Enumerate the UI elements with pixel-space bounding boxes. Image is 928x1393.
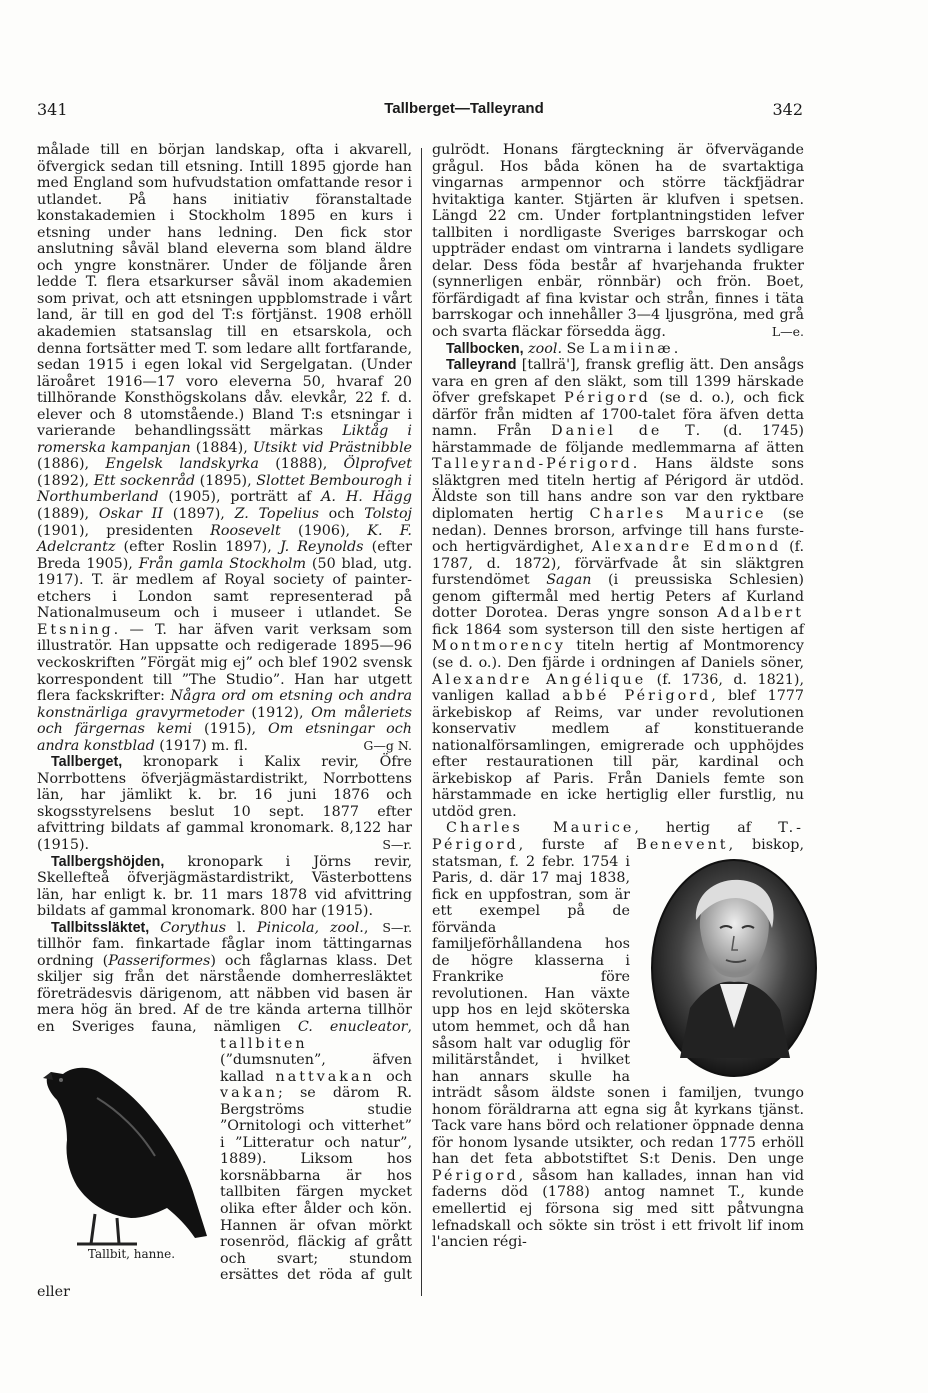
- work-title: Ölprofvet: [343, 456, 412, 473]
- work-title: Utsikt vid Prästnibble: [252, 439, 412, 456]
- work-date: (1906),: [280, 522, 368, 539]
- headword: Tallbocken,: [446, 340, 524, 357]
- entry-tallbit-continued: gulrödt. Honans färgteckning är öfvervägande grågul. Hos båda könen ha de svartaktiga vingarnas armpennor och större täckfjädrar hvitaktiga kanter. Stjärten är klufven i spetsen. Längd 22 cm. Under fortplantningstiden lefver tallbiten i nordligaste Sveriges barrskogar och uppträder endast om vintrarna i landets sydligare delar. Dess föda består af hvarjehanda frukter (synnerligen enbär, rönnbär) och frön. Boet, förfärdigadt af fina kvistar och strån, finnes i täta barrskogar och innehåller 3—4 ljusgröna, med grå och svarta fläckar försedda ägg. L—e.: [432, 142, 804, 341]
- headword: Tallberget,: [51, 754, 123, 771]
- ref-perigord[interactable]: Périgord: [564, 390, 651, 407]
- work-title: Ett sockenråd: [93, 472, 195, 489]
- work-date: (1912),: [243, 704, 312, 721]
- headword: Talleyrand: [446, 357, 517, 374]
- work-date: (efter Roslin 1897),: [115, 539, 280, 556]
- portrait-illustration: [636, 858, 804, 1078]
- left-column: [37, 142, 412, 1300]
- work-date: (1917) m. fl.: [154, 737, 249, 754]
- signature: S—r.: [382, 836, 412, 852]
- ref-etsning[interactable]: Etsning: [37, 621, 114, 638]
- portrait-icon: [650, 858, 818, 1078]
- work-date: (1888),: [258, 456, 344, 473]
- work-date: (1915),: [192, 721, 268, 738]
- ref-lamiinae[interactable]: Lamiinæ: [589, 340, 674, 357]
- work-title: Liktåg i romerska kampanjan: [37, 423, 412, 456]
- work-title: Om etsningar och andra konstblad: [37, 721, 412, 754]
- work-title: Slottet Bembourogh i Northumberland: [37, 472, 412, 506]
- page-number-left: 341: [37, 100, 68, 119]
- page-header: [0, 100, 928, 124]
- work-title: J. Reynolds: [279, 539, 364, 556]
- entry-talleyrand: Talleyrand [tallrä'], fransk greflig ätt. Den ansågs vara en gren af den släkt, som till 1399 härskade öfver grefskapet Périgord (se d. o.), och fick därför från midten af 1700-talet föra äfven detta namn. Från Daniel de T. (d. 1745) härstammade de följande medlemmarna af ätten Talleyrand-Périgord. Hans äldste sons släktgren med titeln hertig af Périgord är utdöd. Äldste son till hans andre son var den ryktbare diplomaten hertig Charles Maurice (se nedan). Dennes brorson, arfvinge till hans furste- och hertigvärdighet, Alexandre Edmond (f. 1787, d. 1872), förvärfvade åt sin släktgren furstendömet Sagan (i preussiska Schlesien) genom giftermål med hertig Peters af Kurland dotter Dorotea. Deras yngre sonson Adalbert fick 1864 som systerson till den siste hertigen af Montmorency titeln hertig af Montmorency (se d. o.). Den fjärde i ordningen af Daniels söner, Alexandre Angélique (f. 1736, d. 1821), vanligen kallad abbé Périgord, blef 1777 ärkebiskop af Reims, var under revolutionen konservativ medlem af konstituerande nationalförsamlingen, emigrerade och upphöjdes efter restaurationen till pär, kardinal och ärkebiskop af Paris. Från Daniels femte son härstammade en icke hertiglig eller furstlig, nu utdöd gren.: [432, 357, 805, 820]
- signature: G—g N.: [363, 737, 412, 753]
- headword: Tallbitssläktet,: [51, 919, 150, 936]
- work-title: Tolstoj: [364, 506, 412, 523]
- work-date: (1892),: [37, 472, 94, 489]
- entry-tallberg-continued: målade till en början landskap, ofta i akvarell, öfvergick sedan till etsning. Intill 1895 gjorde han med England som hufvudstation omfattande resor i utlandet. På hans initiativ föranstaltade konstakademien i Stockholm 1895 en kurs i etsning under hans ledning. Den fick stor anslutning såväl bland eleverna som bland äldre och yngre konstnärer. Under de följande åren ledde T. flera etsarkurser såväl inom akademien som privat, och att etsningen uppblomstrade i vårt land, är till en god del T:s förtjänst. 1908 erhöll akademien statsanslag till en etsarskola, och denna fortsätter med T. som ledare allt fortfarande, sedan 1915 i egen lokal vid Sergelgatan. (Under läroåret 1916—17 voro eleverna 50, hvaraf 20 tillhörande Konsthögskolans dåv. elevkår, 22 f. d. elever och 8 utomstående.) Bland T:s etsningar i varierande behandlingssätt märkas Liktåg i romerska kampanjan (1884), Utsikt vid Prästnibble (1886), Engelsk landskyrka (1888), Ölprofvet (1892), Ett sockenråd (1895), Slottet Bembourogh i Northumberland (1905), porträtt af A. H. Hägg (1889), Oskar II (1897), Z. Topelius och Tolstoj (1901), presidenten Roosevelt (1906), K. F. Adelcrantz (efter Roslin 1897), J. Reynolds (efter Breda 1905), Från gamla Stockholm (50 blad, utg. 1917). T. är medlem af Royal society of painter-etchers i London samt representerad på Nationalmuseum och i museer i utlandet. Se Etsning. — T. har äfven varit verksam som illustratör. Han uppsatte och redigerade 1895—96 veckoskriften ”Förgät mig ej” och blef 1902 svensk korrespondent till ”The Studio”. Han har utgett flera fackskrifter: Några ord om etsning och andra konstnärliga gravyrmetoder (1912), Om måleriets och färgernas kemi (1915), Om etsningar och andra konstblad (1917) m. fl. G—g N.: [37, 142, 412, 754]
- work-title: Från gamla Stockholm: [138, 555, 307, 572]
- column-divider: [421, 148, 422, 1296]
- headword: Tallbergshöjden,: [51, 853, 165, 870]
- entry-tallbergshojden: Tallbergshöjden, kronopark i Jörns revir, Skellefteå öfverjägmästardistrikt, Västerbottens län, har enligt k. br. 11 mars 1878 vid afvittring bildats af gammal kronomark. 800 har (1915). S—r.: [37, 853, 412, 935]
- work-title: Om måleriets och färgernas kemi: [37, 704, 412, 738]
- work-date: (1889),: [37, 506, 99, 523]
- work-date: (1886),: [37, 456, 106, 473]
- bird-caption: Tallbit, hanne.: [87, 1246, 176, 1261]
- running-title: Tallberget—Talleyrand: [384, 100, 544, 117]
- work-date: (50 blad, utg. 1917). T. är medlem af Royal society of painter-etchers i London samt representerad på Nationalmuseum och i museer i utlandet. Se: [37, 555, 412, 622]
- right-column: [432, 142, 804, 1251]
- work-title: K. F. Adelcrantz: [37, 522, 412, 556]
- work-date: (1905), porträtt af: [158, 489, 322, 506]
- work-date: (1897),: [162, 506, 235, 523]
- bird-illustration: [37, 1038, 212, 1268]
- works-list: [37, 423, 412, 621]
- work-date: (1884),: [190, 439, 253, 456]
- entry-tallbitsslaktet: Tallbitssläktet, Corythus l. Pinicola, zool., tillhör fam. finkartade fåglar inom tättingarnas ordning (Passeriformes) och fåglarnas klass. Det skiljer sig från det närstående domherresläktet företrädesvis därigenom, att näbben vid basen är mera hög än bred. Af de tre kända arterna tillhör en Sveriges fauna, nämligen Tallbit, hanne. C. enucleator, tallbiten (”dumsnuten”, äfven kallad nattvakan och vakan; se därom R. Bergströms studie ”Ornitologi och vitterhet” i ”Litteratur och natur”, 1889). Liksom hos korsnäbbarna är hos tallbiten färgen mycket olika efter ålder och kön. Hannen är ofvan mörkt rosenröd, fläckig af grått och svart; stundom ersättes det röda af gult eller: [37, 919, 412, 1300]
- work-date: (1895),: [195, 472, 257, 489]
- work-title: Oskar II: [98, 506, 163, 523]
- work-date: (1901), presidenten: [37, 522, 211, 539]
- entry-charles-maurice: Charles Maurice, hertig af T.-Périgord, furste af Benevent , biskop, statsman, f. 2 febr. 1754 i Paris, d. där 17 maj 1838, fick en uppfostran, som är ett exempel på de förvända familjeförhållandena hos de högre klasserna i Frankrike före revolutionen. Han växte upp hos en lejd sköterska utom hemmet, och då han såsom halt var oduglig för militärståndet, i hvilket han annars skulle ha inträdt såsom äldste sonen i familjen, tvungo honom föräldrarna att egna sig åt kyrkans tjänst. Tack vare hans börd och relationer öppnade denna för honom lysande utsikter, och redan 1775 erhöll han det feta abbotstiftet S:t Denis. Den unge Périgord, såsom han kallades, innan han vid faderns död (1788) antog namnet T., kunde emellertid ej försona sig med sitt påtvungna lefnadskall och sökte sin tröst i ett frivolt lif inom l'ancien régi-: [432, 820, 804, 1250]
- page-number-right: 342: [772, 100, 803, 119]
- signature: L—e.: [771, 324, 804, 340]
- entry-tallberget: Tallberget, kronopark i Kalix revir, Öfre Norrbottens öfverjägmästardistrikt, Norrbottens län, har jämlikt k. br. 16 juni 1876 och skogsstyrelsens beslut 10 sept. 1877 efter afvittring bildats af gammal kronomark. 8,122 har (1915). S—r.: [37, 754, 412, 853]
- work-title: Roosevelt: [210, 522, 281, 539]
- bird-icon: [37, 1038, 212, 1248]
- work-title: Z. Topelius: [234, 506, 319, 523]
- work-date: och: [318, 506, 365, 523]
- entry-tallbocken: Tallbocken, zool. Se Lamiinæ.: [446, 340, 679, 357]
- work-title: Engelsk landskyrka: [105, 456, 259, 473]
- work-date: (efter Breda 1905),: [37, 539, 412, 572]
- signature: S—r.: [382, 919, 412, 935]
- work-title: A. H. Hägg: [321, 489, 412, 506]
- work-title: Några ord om etsning och andra konstnärliga gravyrmetoder: [37, 688, 412, 721]
